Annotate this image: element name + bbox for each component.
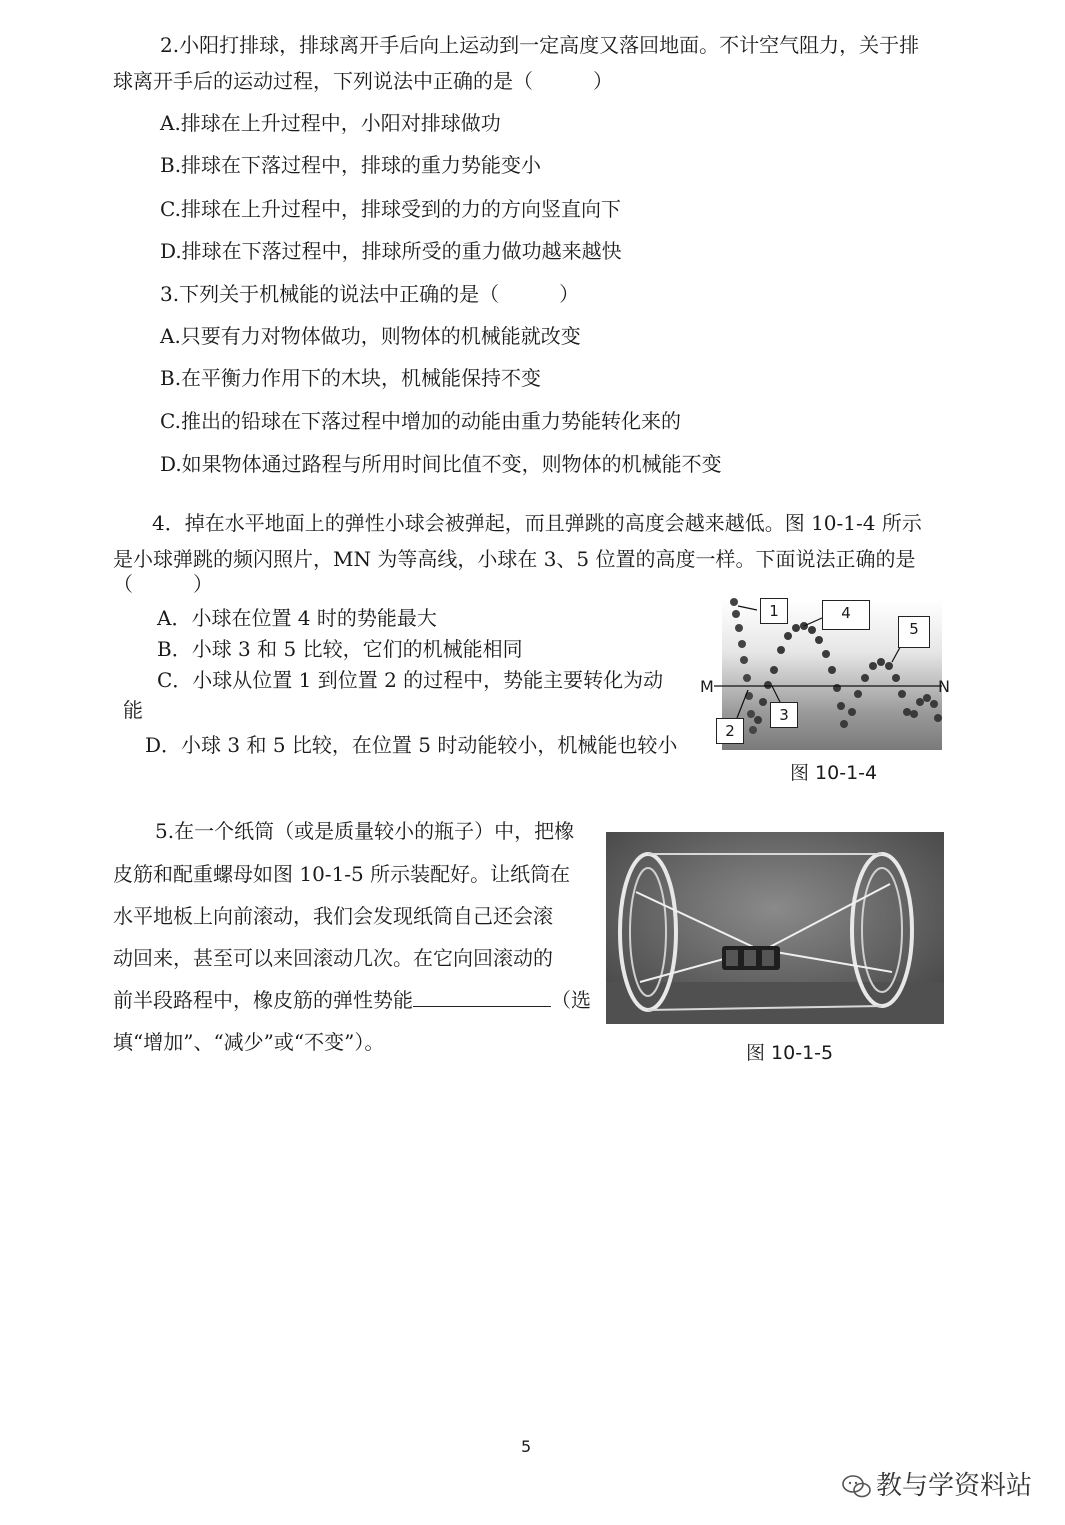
q2-option-d: D.排球在下落过程中，排球所受的重力做功越来越快 (160, 239, 622, 263)
q5-line4: 动回来，甚至可以来回滚动几次。在它向回滚动的 (113, 946, 553, 970)
answer-blank[interactable] (413, 988, 551, 1007)
line-label-m: M (700, 677, 714, 696)
q4-option-c-cont: 能 (123, 698, 143, 722)
q5-line6: 填“增加”、“减少”或“不变”）。 (113, 1030, 385, 1054)
ball-label-5: 5 (898, 616, 930, 648)
q3-option-b: B.在平衡力作用下的木块，机械能保持不变 (160, 366, 542, 390)
q3-option-d: D.如果物体通过路程与所用时间比值不变，则物体的机械能不变 (160, 452, 722, 476)
q5-line3: 水平地板上向前滚动，我们会发现纸筒自己还会滚 (113, 904, 553, 928)
page-number: 5 (521, 1437, 532, 1456)
line-label-n: N (938, 677, 950, 696)
figure-10-1-4 (700, 590, 950, 750)
q3-option-a: A.只要有力对物体做功，则物体的机械能就改变 (160, 324, 581, 348)
q2-option-b: B.排球在下落过程中，排球的重力势能变小 (160, 153, 542, 177)
q4-stem-line1: 4．掉在水平地面上的弹性小球会被弹起，而且弹跳的高度会越来越低。图 10-1-4 所示 (152, 511, 922, 535)
q2-stem-line1: 2.小阳打排球，排球离开手后向上运动到一定高度又落回地面。不计空气阻力，关于排 (160, 33, 920, 57)
q2-stem-line2: 球离开手后的运动过程，下列说法中正确的是（ ） (113, 69, 613, 93)
paper-tube-photo (606, 832, 944, 1024)
q4-option-d: D．小球 3 和 5 比较，在位置 5 时动能较小，机械能也较小 (145, 733, 678, 757)
q5-line5 (113, 987, 591, 1013)
q5-line1: 5.在一个纸筒（或是质量较小的瓶子）中，把橡 (155, 819, 575, 843)
ball-label-1: 1 (760, 598, 788, 624)
ball-label-2: 2 (716, 718, 744, 744)
q4-option-b: B．小球 3 和 5 比较，它们的机械能相同 (157, 637, 523, 661)
q4-stem-line3: （ ） (113, 572, 213, 596)
q4-option-c: C．小球从位置 1 到位置 2 的过程中，势能主要转化为动 (157, 668, 664, 692)
figure-10-1-4-caption: 图 10-1-4 (790, 762, 878, 784)
wechat-icon (842, 1474, 872, 1500)
q5-line5-after: （选 (551, 988, 591, 1012)
ball-label-4: 4 (822, 600, 870, 630)
q3-option-c: C.推出的铅球在下落过程中增加的动能由重力势能转化来的 (160, 409, 681, 433)
q2-option-a: A.排球在上升过程中，小阳对排球做功 (160, 111, 501, 135)
q4-stem-line2: 是小球弹跳的频闪照片，MN 为等高线，小球在 3、5 位置的高度一样。下面说法正确的是 (113, 547, 916, 571)
watermark-text: 教与学资料站 (876, 1471, 1033, 1501)
q5-line5-before: 前半段路程中，橡皮筋的弹性势能 (113, 988, 413, 1012)
q3-stem: 3.下列关于机械能的说法中正确的是（ ） (160, 282, 580, 306)
q2-option-c: C.排球在上升过程中，排球受到的力的方向竖直向下 (160, 197, 621, 221)
figure-10-1-5 (606, 832, 944, 1024)
ball-label-3: 3 (770, 702, 798, 728)
q4-option-a: A．小球在位置 4 时的势能最大 (157, 606, 437, 630)
q5-line2: 皮筋和配重螺母如图 10-1-5 所示装配好。让纸筒在 (113, 862, 571, 886)
figure-10-1-5-caption: 图 10-1-5 (746, 1042, 834, 1064)
watermark (842, 1470, 1032, 1502)
